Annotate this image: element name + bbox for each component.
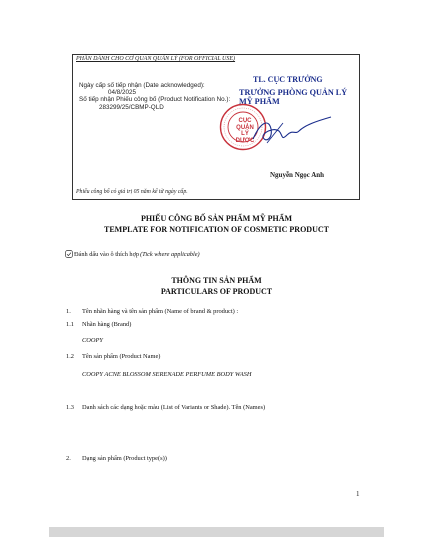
item-number: 2. [66,455,71,462]
signer-name: Nguyễn Ngọc Anh [270,171,325,179]
item-number: 1. [66,308,71,315]
page-bottom-bar [49,527,384,537]
tick-hint: (Tick where applicable) [140,250,200,258]
handwritten-signature-icon [243,113,335,149]
tick-instruction [65,250,200,258]
item-label: Danh sách các dạng hoặc màu (List of Variants or Shade). Tên (Names) [82,404,266,411]
section-title-vi: THÔNG TIN SẢN PHẨM [171,276,262,285]
item-number: 1.2 [66,353,74,360]
notif-label: Số tiếp nhận Phiếu công bố (Product Notification No.): [79,96,231,104]
tick-text: Đánh dấu vào ô thích hợp [74,250,140,258]
notif-number: 283299/25/CBMP-QLD [99,103,164,111]
validity-note: Phiếu công bố có giá trị 05 năm kể từ ngày cấp. [76,189,188,195]
section-title-en: PARTICULARS OF PRODUCT [160,287,273,296]
item-label: Dạng sản phẩm (Product type(s)) [82,455,167,462]
acknowledgement-info [79,82,230,111]
item-number: 1.3 [66,404,74,411]
item-label: Nhãn hàng (Brand) [82,321,132,328]
form-title-en: TEMPLATE FOR NOTIFICATION OF COSMETIC PRODUCT [104,225,329,234]
item-label: Tên sản phẩm (Product Name) [82,353,161,360]
stamp-line: DƯỢC [235,137,255,144]
page-number: 1 [356,490,360,498]
checkbox-icon [65,250,73,258]
item-label: Tên nhãn hàng và tên sản phẩm (Name of brand & product) : [82,308,239,315]
signature-title: TL. CỤC TRƯỞNG [253,75,323,84]
official-header: PHẦN DÀNH CHO CƠ QUAN QUẢN LÝ (FOR OFFICIAL USE) [76,56,236,62]
ack-date: 04/8/2025 [108,89,137,97]
item-number: 1.1 [66,321,74,328]
ack-label: Ngày cấp số tiếp nhận (Date acknowledged): [79,82,205,89]
signature-department: TRƯỞNG PHÒNG QUẢN LÝ MỸ PHẨM [239,88,348,106]
stamp-line: QUẢN LÝ [236,124,254,137]
official-use-box [72,54,360,200]
product-name-value: COOPY ACNE BLOSSOM SERENADE PERFUME BODY WASH [82,371,252,378]
stamp-line: CỤC [238,118,252,124]
form-title-vi: PHIẾU CÔNG BỐ SẢN PHẨM MỸ PHẨM [140,214,293,223]
brand-value: COOPY [82,337,103,344]
